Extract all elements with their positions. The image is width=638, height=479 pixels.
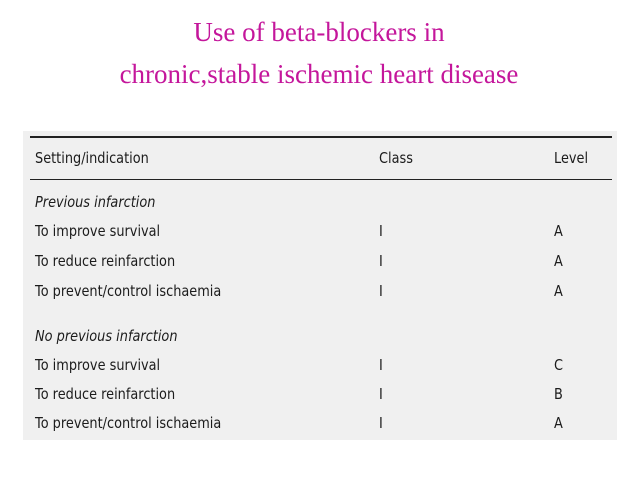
- table-header-rule: [30, 179, 612, 180]
- header-level: Level: [554, 149, 589, 167]
- group-title-previous-infarction: Previous infarction: [35, 193, 156, 211]
- row-level: C: [554, 356, 564, 374]
- row-class: I: [379, 252, 383, 270]
- row-level: A: [554, 222, 563, 240]
- slide-title-line-2: chronic,stable ischemic heart disease: [119, 59, 519, 89]
- header-class: Class: [379, 149, 413, 167]
- table-top-rule: [30, 136, 612, 138]
- row-level: A: [554, 414, 563, 432]
- row-class: I: [379, 282, 383, 300]
- row-setting: To improve survival: [35, 222, 161, 240]
- row-level: A: [554, 282, 563, 300]
- row-setting: To reduce reinfarction: [35, 385, 176, 403]
- slide-title-line-1: Use of beta-blockers in: [193, 17, 445, 47]
- row-setting: To improve survival: [35, 356, 161, 374]
- row-setting: To prevent/control ischaemia: [35, 414, 222, 432]
- header-setting-indication: Setting/indication: [35, 149, 149, 167]
- row-setting: To prevent/control ischaemia: [35, 282, 222, 300]
- row-class: I: [379, 414, 383, 432]
- row-class: I: [379, 356, 383, 374]
- row-class: I: [379, 222, 383, 240]
- row-level: A: [554, 252, 563, 270]
- row-setting: To reduce reinfarction: [35, 252, 176, 270]
- row-level: B: [554, 385, 563, 403]
- group-title-no-previous-infarction: No previous infarction: [35, 327, 178, 345]
- row-class: I: [379, 385, 383, 403]
